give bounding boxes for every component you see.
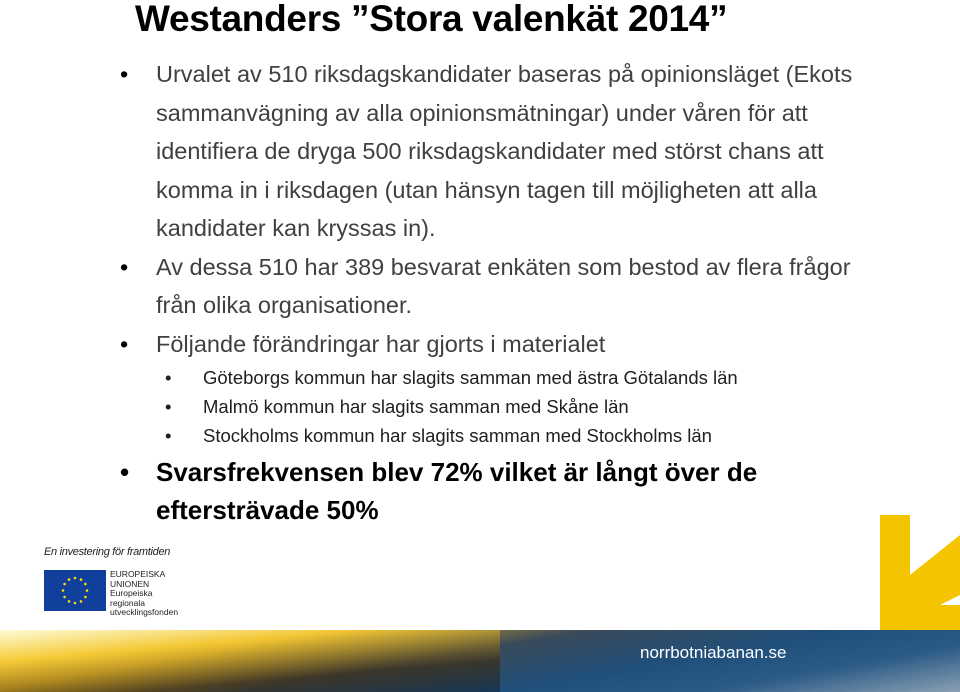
yellow-arrow-graphic: [880, 515, 960, 635]
eu-label: [110, 570, 178, 618]
eu-line: utvecklingsfonden: [110, 607, 179, 617]
eu-line: regionala: [110, 597, 145, 608]
bullet: • Urvalet av 510 riksdagskandidater baseras på opinionsläget (Ekots sammanvägning av alla opinionsmätningar) under våren för att identifiera de dryga 500 riksdagskandidater med störst chans att komma in i riksdagen (utan hänsyn tagen till möjligheten att alla kandidater kan kryssas in).: [120, 55, 880, 248]
sub-bullet: • Malmö kommun har slagits samman med Skåne län: [120, 392, 880, 421]
tagline: En investering för framtiden: [44, 546, 171, 558]
bullet-response-rate: • Svarsfrekvensen blev 72% vilket är långt över de eftersträvade 50%: [120, 453, 880, 529]
eu-flag-icon: [44, 570, 106, 611]
footer-photo-band: [0, 630, 960, 692]
eu-line: UNIONEN: [110, 578, 150, 589]
sub-bullet: • Stockholms kommun har slagits samman med Stockholms län: [120, 421, 880, 450]
slide-title: Westanders ”Stora valenkät 2014”: [135, 0, 728, 39]
website-link[interactable]: norrbotniabanan.se: [640, 643, 787, 662]
eu-line: Europeiska: [110, 588, 153, 598]
slide-content: [120, 55, 880, 529]
sub-bullet: • Göteborgs kommun har slagits samman med ästra Götalands län: [120, 363, 880, 392]
bullet: • Följande förändringar har gjorts i materialet: [120, 325, 880, 364]
bullet: • Av dessa 510 har 389 besvarat enkäten som bestod av flera frågor från olika organisationer.: [120, 248, 880, 325]
eu-line: EUROPEISKA: [110, 569, 166, 579]
